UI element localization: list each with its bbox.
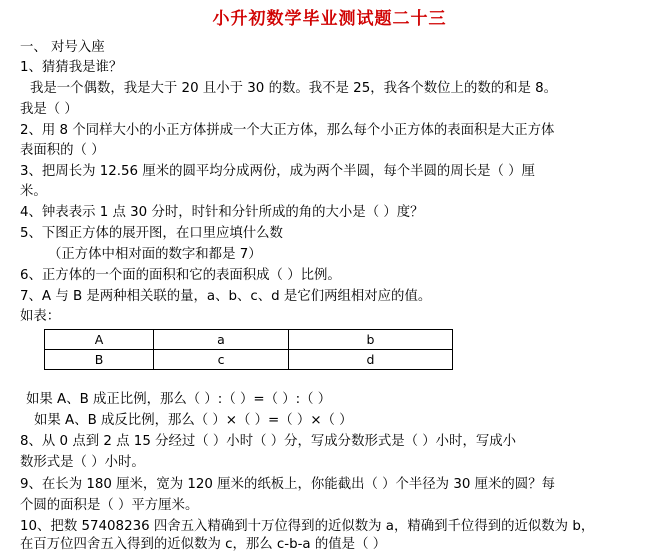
question-7-inverse-proportion: 如果 A、B 成反比例，那么（ ）×（ ）=（ ）×（ ） [34,413,353,428]
question-4: 4、钟表表示 1 点 30 分时，时针和分针所成的角的大小是（ ）度？ [20,205,424,220]
table-cell: c [154,350,289,370]
value-table [44,329,453,370]
section-heading: 一、 对号入座 [20,40,105,55]
question-2-line-1: 2、用 8 个同样大小的小正方体拼成一个大正方体，那么每个小正方体的表面积是大正方体 [20,123,555,138]
question-3-line-1: 3、把周长为 12.56 厘米的圆平均分成两份，成为两个半圆，每个半圆的周长是（ ）厘 [20,164,535,179]
table-row [45,350,453,370]
question-10-line-2: 在百万位四舍五入得到的近似数为 c，那么 c-b-a 的值是（ ） [20,537,387,552]
page-title: 小升初数学毕业测试题二十三 [212,9,447,29]
table-cell: b [289,330,453,350]
table-cell: A [45,330,154,350]
question-1-body: 我是一个偶数，我是大于 20 且小于 30 的数。我不是 25，我各个数位上的数的和是 8。 [30,81,558,96]
question-7-line-1: 7、A 与 B 是两种相关联的量，a、b、c、d 是它们两组相对应的值。 [20,289,432,304]
question-10-line-1: 10、把数 57408236 四舍五入精确到十万位得到的近似数为 a，精确到千位得到的近似数为 b， [20,519,595,534]
question-5-line-2: （正方体中相对面的数字和都是 7） [48,247,262,262]
question-3-line-2: 米。 [20,184,47,199]
question-8-line-1: 8、从 0 点到 2 点 15 分经过（ ）小时（ ）分，写成分数形式是（ ）小时，写成小 [20,434,517,449]
question-9-line-2: 个圆的面积是（ ）平方厘米。 [20,498,199,513]
table-row [45,330,453,350]
question-5-line-1: 5、下图正方体的展开图，在口里应填什么数 [20,226,283,241]
question-1-answer: 我是（ ） [20,102,78,117]
question-2-line-2: 表面积的（ ） [20,143,105,158]
table-cell: a [154,330,289,350]
question-7-direct-proportion: 如果 A、B 成正比例，那么（ ）:（ ）=（ ）:（ ） [26,392,332,407]
question-9-line-1: 9、在长为 180 厘米，宽为 120 厘米的纸板上，你能截出（ ）个半径为 30 厘米的圆？每 [20,477,555,492]
table-cell: d [289,350,453,370]
question-1-heading: 1、猜猜我是谁？ [20,60,123,75]
question-7-line-2: 如表： [20,309,61,324]
table-cell: B [45,350,154,370]
question-6: 6、正方体的一个面的面积和它的表面积成（ ）比例。 [20,268,341,283]
question-8-line-2: 数形式是（ ）小时。 [20,455,145,470]
